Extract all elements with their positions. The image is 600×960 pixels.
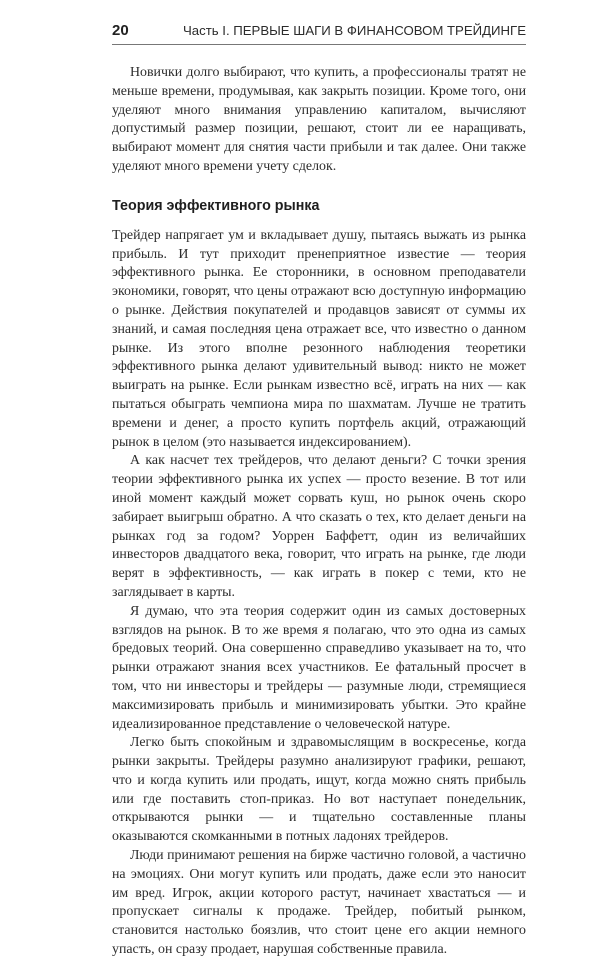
body-paragraph: Трейдер напрягает ум и вкладывает душу, пытаясь выжать из рынка прибыль. И тут приходит пренеприятное известие — теория эффективного рынка. Ее сторонники, в основном преподаватели экономики, говорят, что цены отражают всю доступную информацию о рынке. Действия покупателей и продавцов зависят от суммы их знаний, и самая последняя цена отражает все, что известно о данном рынке. Из этого вполне резонного наблюдения теоретики эффективного рынка делают удивительный вывод: никто не может выиграть на рынке. Если рынкам известно всё, играть на них — как пытаться обыграть чемпиона мира по шахматам. Лучше не тратить времени и денег, а просто купить портфель акций, отражающий рынок в целом (это называется индексированием). <box>112 227 526 450</box>
section-heading: Теория эффективного рынка <box>112 197 320 214</box>
page-number: 20 <box>112 22 129 39</box>
body-paragraph: А как насчет тех трейдеров, что делают деньги? С точки зрения теории эффективного рынка их успех — просто везение. В тот или иной момент каждый может сорвать куш, но рынок очень скоро забирает выигрыш обратно. А что сказать о тех, кто делает деньги на рынках год за годом? Уоррен Баффетт, один из величайших инвесторов двадцатого века, говорит, что играть на рынке, где люди верят в эффективность, — как играть в покер с теми, кто не заглядывает в карты. <box>112 453 526 600</box>
running-head: Часть I. ПЕРВЫЕ ШАГИ В ФИНАНСОВОМ ТРЕЙДИНГЕ <box>182 23 526 38</box>
page-body <box>112 64 526 960</box>
page-header <box>112 22 526 45</box>
body-paragraph: Я думаю, что эта теория содержит один из самых достоверных взглядов на рынок. В то же время я полагаю, что это одна из самых бредовых теорий. Она совершенно справедливо указывает на то, что рынки отражают знания всех участников. Ее фатальный просчет в том, что ни инвесторы и трейдеры — разумные люди, стремящиеся максимизировать прибыль и минимизировать убытки. Это крайне идеализированное представление о человеческой натуре. <box>112 603 526 732</box>
intro-paragraph: Новички долго выбирают, что купить, а профессионалы тратят не меньше времени, продумывая, как закрыть позиции. Кроме того, они уделяют много внимания управлению капиталом, вычисляют допустимый размер позиции, решают, стоит ли ее наращивать, выбирают момент для снятия части прибыли и так далее. Они также уделяют много времени учету сделок. <box>112 65 526 174</box>
body-paragraph: Люди принимают решения на бирже частично головой, а частично на эмоциях. Они могут купить или продать, даже если это наносит им вред. Игрок, акции которого растут, начинает хвастаться — и пропускает сигналы к продаже. Трейдер, побитый рынком, становится настолько боязлив, что стоит цене его акции немного упасть, он сразу продает, нарушая собственные правила. <box>112 848 526 958</box>
body-paragraph: Легко быть спокойным и здравомыслящим в воскресенье, когда рынки закрыты. Трейдеры разумно анализируют графики, решают, что и когда купить или продать, ищут, когда можно снять прибыль или где поставить стоп-приказ. Но вот наступает понедельник, открываются рынки — и тщательно составленные планы оказываются скомканными в потных ладонях трейдеров. <box>112 735 526 845</box>
